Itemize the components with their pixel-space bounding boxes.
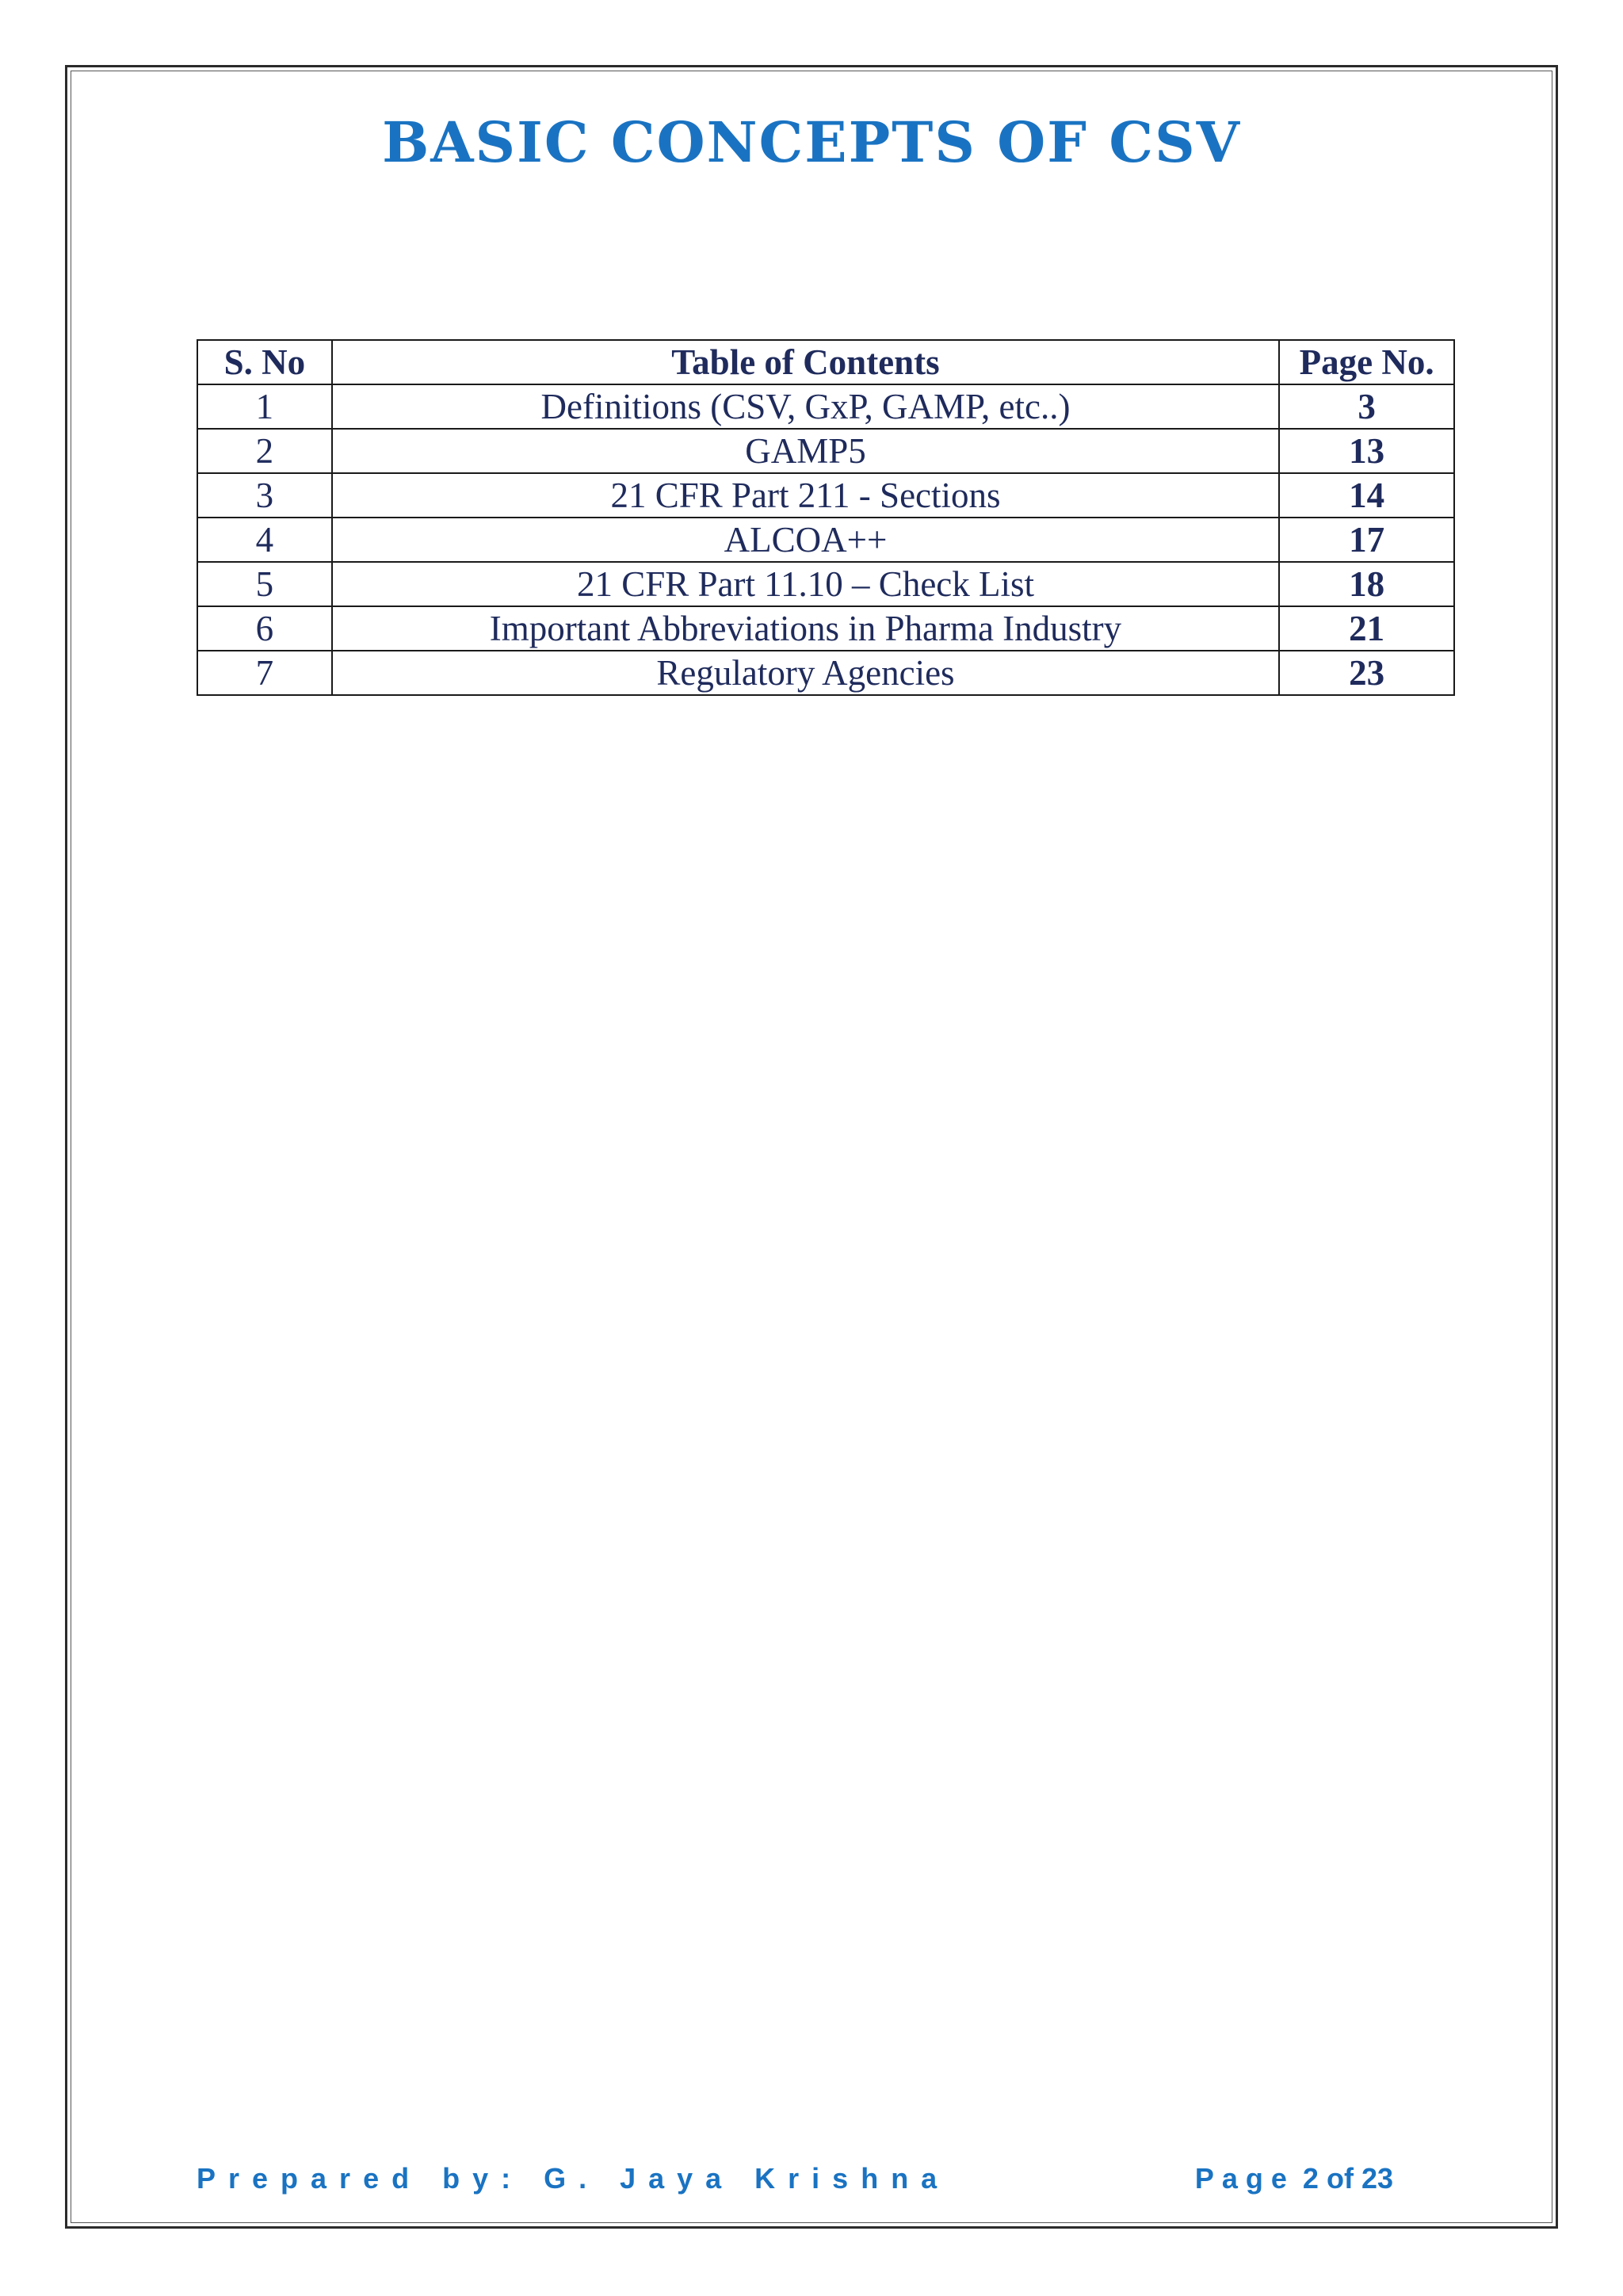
row-page: 17 — [1279, 518, 1454, 562]
header-sno: S. No — [197, 340, 332, 384]
row-sno: 2 — [197, 429, 332, 473]
row-sno: 7 — [197, 651, 332, 695]
row-page: 18 — [1279, 562, 1454, 606]
row-sno: 4 — [197, 518, 332, 562]
header-page: Page No. — [1279, 340, 1454, 384]
table-of-contents — [197, 339, 1455, 696]
table-row — [197, 606, 1454, 651]
table-header-row — [197, 340, 1454, 384]
row-page: 23 — [1279, 651, 1454, 695]
table-row — [197, 473, 1454, 518]
row-title: Regulatory Agencies — [332, 651, 1279, 695]
row-title: GAMP5 — [332, 429, 1279, 473]
row-title: Definitions (CSV, GxP, GAMP, etc..) — [332, 384, 1279, 429]
row-page: 13 — [1279, 429, 1454, 473]
row-title: ALCOA++ — [332, 518, 1279, 562]
page-word: Page — [1194, 2162, 1295, 2195]
row-title: 21 CFR Part 11.10 – Check List — [332, 562, 1279, 606]
row-sno: 3 — [197, 473, 332, 518]
row-page: 21 — [1279, 606, 1454, 651]
table-row — [197, 562, 1454, 606]
row-sno: 5 — [197, 562, 332, 606]
page-of: of — [1326, 2162, 1354, 2195]
row-sno: 6 — [197, 606, 332, 651]
row-sno: 1 — [197, 384, 332, 429]
table-row — [197, 384, 1454, 429]
prepared-by: Prepared by: G. Jaya Krishna — [197, 2162, 950, 2195]
page-total: 23 — [1361, 2162, 1393, 2195]
row-page: 3 — [1279, 384, 1454, 429]
document-title: BASIC CONCEPTS OF CSV — [382, 109, 1241, 175]
page-number — [1195, 2162, 1393, 2195]
row-page: 14 — [1279, 473, 1454, 518]
page-current: 2 — [1302, 2162, 1319, 2195]
row-title: 21 CFR Part 211 - Sections — [332, 473, 1279, 518]
row-title: Important Abbreviations in Pharma Industry — [332, 606, 1279, 651]
table-row — [197, 518, 1454, 562]
header-contents: Table of Contents — [332, 340, 1279, 384]
table-row — [197, 651, 1454, 695]
table-row — [197, 429, 1454, 473]
